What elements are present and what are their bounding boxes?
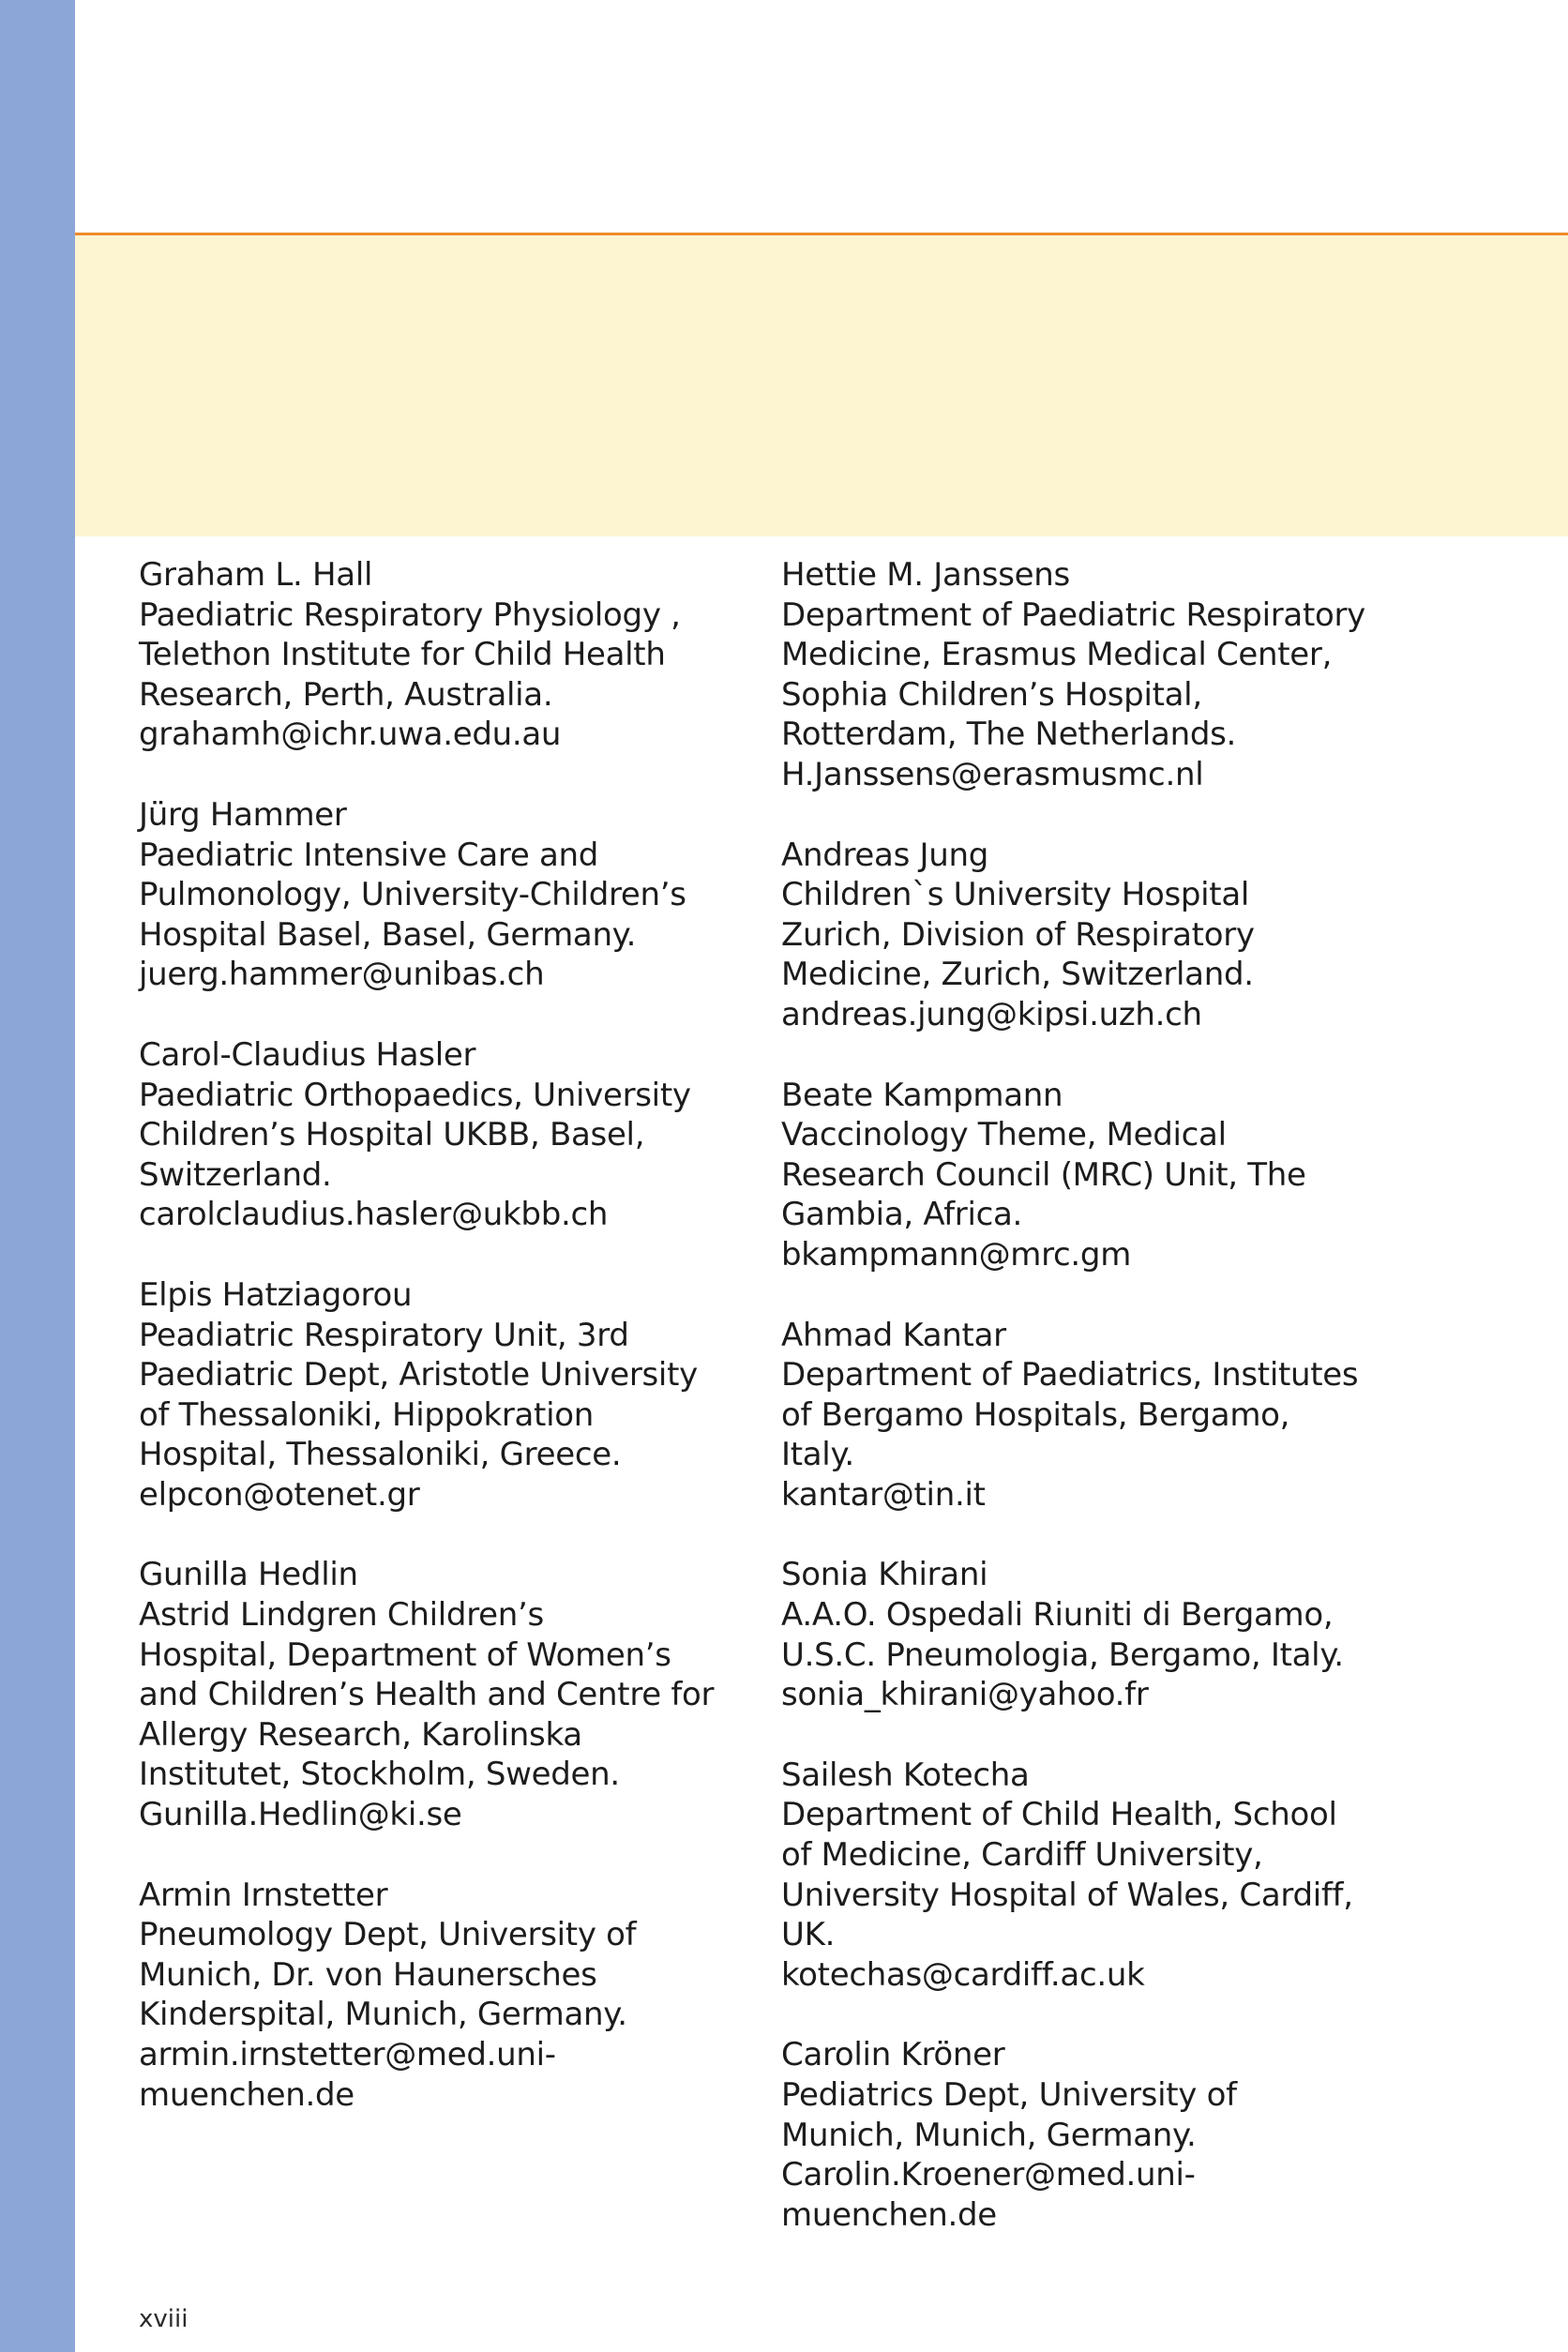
contributor-affiliation-line: of Thessaloniki, Hippokration [139, 1395, 594, 1434]
contributor-affiliation-line: Vaccinology Theme, Medical [781, 1116, 1227, 1154]
contributor-entry [781, 836, 1391, 1035]
contributor-affiliation-line: Switzerland. [139, 1155, 332, 1194]
contributor-affiliation-line: and Children’s Health and Centre for [139, 1676, 715, 1714]
contributor-affiliation-line: Hospital, Department of Women’s [139, 1636, 671, 1674]
contributor-name: Carolin Kröner [781, 2036, 1005, 2074]
contributor-affiliation-line: Munich, Dr. von Haunersches [139, 1955, 597, 1994]
contributor-affiliation-line: Paediatric Orthopaedics, University [139, 1076, 691, 1114]
contributor-affiliation-line: Telethon Institute for Child Health [139, 636, 666, 674]
contributor-entry [139, 1555, 748, 1834]
contributor-email: elpcon@otenet.gr [139, 1475, 420, 1514]
contributor-affiliation-line: Children’s Hospital UKBB, Basel, [139, 1116, 645, 1154]
contributor-name: Sonia Khirani [781, 1556, 988, 1594]
contributor-affiliation-line: Rotterdam, The Netherlands. [781, 716, 1237, 754]
contributor-affiliation-line: Hospital, Thessaloniki, Greece. [139, 1436, 622, 1474]
contributor-affiliation-line: Medicine, Erasmus Medical Center, [781, 636, 1333, 674]
contributor-name: Elpis Hatziagorou [139, 1275, 413, 1314]
contributor-name: Armin Irnstetter [139, 1876, 388, 1914]
contributor-affiliation-line: Research Council (MRC) Unit, The [781, 1155, 1306, 1194]
contributor-name: Gunilla Hedlin [139, 1556, 358, 1594]
contributor-entry [139, 1035, 748, 1235]
contributor-affiliation-line: A.A.O. Ospedali Riuniti di Bergamo, [781, 1596, 1334, 1635]
contributor-affiliation-line: Astrid Lindgren Children’s [139, 1596, 544, 1635]
contributor-affiliation-line: Department of Paediatric Respiratory [781, 596, 1365, 634]
contributor-name: Carol-Claudius Hasler [139, 1035, 476, 1074]
contributor-affiliation-line: Kinderspital, Munich, Germany. [139, 1996, 627, 2034]
contributor-affiliation-line: Sophia Children’s Hospital, [781, 675, 1202, 714]
contributor-email: carolclaudius.hasler@ukbb.ch [139, 1196, 609, 1234]
contributor-entry [139, 1876, 748, 2116]
contributor-affiliation-line: Munich, Munich, Germany. [781, 2116, 1197, 2154]
contributor-entry [781, 555, 1391, 795]
contributor-affiliation-line: U.S.C. Pneumologia, Bergamo, Italy. [781, 1636, 1344, 1674]
contributor-entry [139, 555, 748, 755]
contributor-entry [781, 1316, 1391, 1515]
contributor-name: Graham L. Hall [139, 556, 373, 594]
contributor-email: grahamh@ichr.uwa.edu.au [139, 716, 562, 754]
contributor-affiliation-line: Zurich, Division of Respiratory [781, 915, 1255, 954]
contributor-affiliation-line: Department of Child Health, School [781, 1796, 1337, 1834]
contributor-entry [781, 1076, 1391, 1275]
contributor-affiliation-line: Peadiatric Respiratory Unit, 3rd [139, 1316, 629, 1354]
contributor-email: muenchen.de [139, 2075, 354, 2114]
contributor-name: Beate Kampmann [781, 1076, 1063, 1114]
contributor-entry [781, 1555, 1391, 1714]
contributor-affiliation-line: Paediatric Respiratory Physiology , [139, 596, 681, 634]
contributor-affiliation-line: of Medicine, Cardiff University, [781, 1836, 1263, 1875]
header-band [75, 233, 1568, 536]
contributor-affiliation-line: armin.irnstetter@med.uni- [139, 2036, 556, 2073]
contributor-affiliation-line: Gambia, Africa. [781, 1196, 1023, 1234]
contributor-email: kotechas@cardiff.ac.uk [781, 1955, 1145, 1994]
contributor-email: Gunilla.Hedlin@ki.se [139, 1796, 462, 1834]
contributor-entry [781, 1756, 1391, 1996]
contributor-affiliation-line: Pneumology Dept, University of [139, 1916, 637, 1954]
contributor-email: H.Janssens@erasmusmc.nl [781, 755, 1204, 793]
contributor-email: juerg.hammer@unibas.ch [139, 956, 545, 994]
contributor-email: sonia_khirani@yahoo.fr [781, 1676, 1149, 1714]
contributor-name: Jürg Hammer [139, 795, 347, 834]
contributor-entry [781, 2035, 1391, 2235]
contributor-affiliation-line: Carolin.Kroener@med.uni- [781, 2156, 1196, 2194]
contributor-email: bkampmann@mrc.gm [781, 1235, 1132, 1274]
contributor-entry [139, 1275, 748, 1515]
contributor-name: Hettie M. Janssens [781, 556, 1070, 594]
page-number: xviii [139, 2305, 188, 2333]
contributor-entry [139, 795, 748, 995]
contributor-affiliation-line: Research, Perth, Australia. [139, 675, 553, 714]
contributor-name: Sailesh Kotecha [781, 1756, 1030, 1794]
contributor-affiliation-line: Medicine, Zurich, Switzerland. [781, 956, 1254, 994]
contributor-affiliation-line: of Bergamo Hospitals, Bergamo, [781, 1395, 1290, 1434]
contributor-affiliation-line: Paediatric Intensive Care and [139, 836, 599, 874]
contributor-affiliation-line: UK. [781, 1916, 836, 1954]
contributor-affiliation-line: Hospital Basel, Basel, Germany. [139, 915, 637, 954]
contributor-affiliation-line: Institutet, Stockholm, Sweden. [139, 1756, 620, 1794]
contributors-left-column [139, 555, 748, 2155]
contributor-affiliation-line: Italy. [781, 1436, 854, 1474]
contributor-affiliation-line: Paediatric Dept, Aristotle University [139, 1356, 698, 1395]
contributor-affiliation-line: Children`s University Hospital [781, 876, 1250, 914]
contributor-affiliation-line: University Hospital of Wales, Cardiff, [781, 1876, 1353, 1914]
contributors-right-column [781, 555, 1391, 2275]
contributor-name: Ahmad Kantar [781, 1316, 1006, 1354]
contributor-email: kantar@tin.it [781, 1475, 986, 1514]
contributor-email: andreas.jung@kipsi.uzh.ch [781, 995, 1202, 1033]
contributor-email: muenchen.de [781, 2195, 997, 2234]
contributor-name: Andreas Jung [781, 836, 989, 874]
side-color-strip [0, 0, 75, 2352]
contributor-affiliation-line: Allergy Research, Karolinska [139, 1715, 582, 1754]
contributor-affiliation-line: Pediatrics Dept, University of [781, 2076, 1237, 2114]
contributor-affiliation-line: Department of Paediatrics, Institutes [781, 1356, 1359, 1395]
contributor-affiliation-line: Pulmonology, University-Children’s [139, 876, 686, 914]
